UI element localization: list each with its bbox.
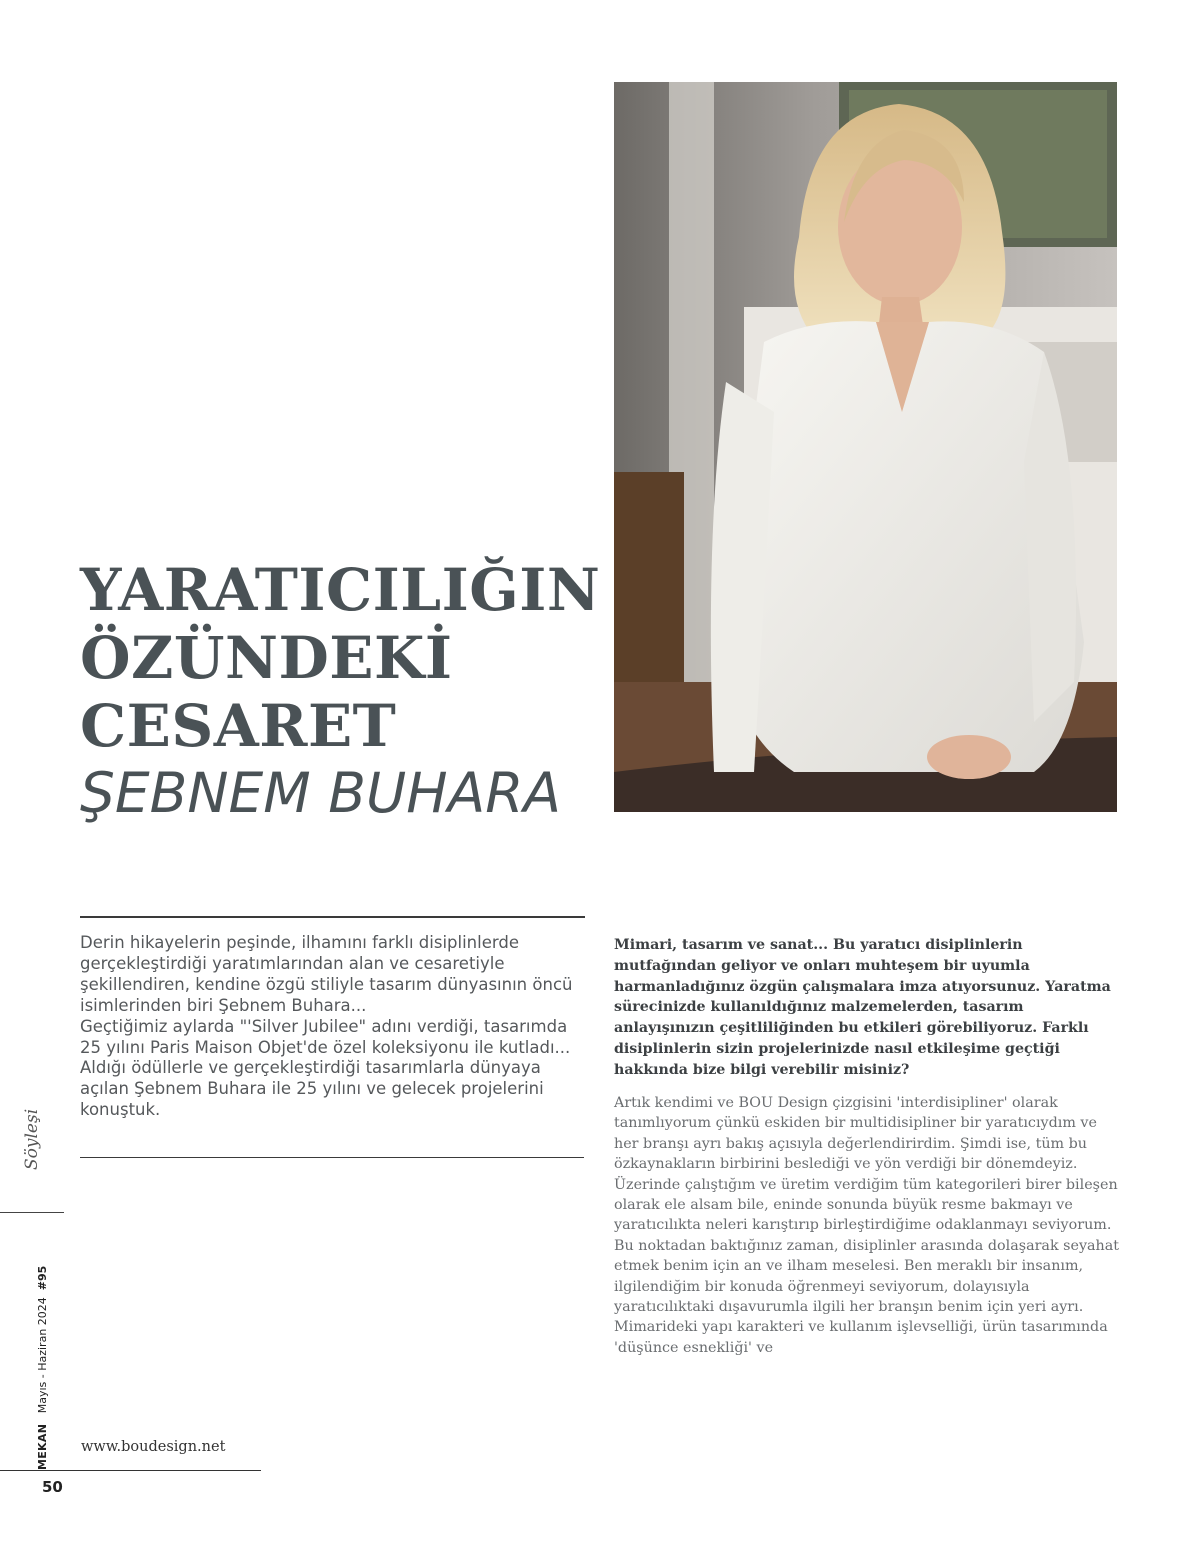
page-number: 50 xyxy=(42,1478,63,1496)
portrait-illustration xyxy=(614,82,1117,812)
intro-block xyxy=(80,933,585,1121)
intro-paragraph-2: Geçtiğimiz aylarda "'Silver Jubilee" adını verdiği, tasarımda 25 yılını Paris Maison Objet'de özel koleksiyonu ile kutladı... Aldığı ödüllerle ve gerçekleştirdiği tasarımlarla dünyaya açılan Şebnem Buhara ile 25 yılını ve gelecek projelerini konuştuk. xyxy=(80,1016,571,1120)
headline-line-2: ÖZÜNDEKİ xyxy=(80,624,453,692)
headline-line-3: CESARET xyxy=(80,692,397,760)
interview-answer: Artık kendimi ve BOU Design çizgisini 'interdisipliner' olarak tanımlıyorum çünkü eskiden bir multidisipliner bir yaratıcıydım ve her branşı ayrı bakış açısıyla değerlendirirdim. Şimdi ise, tüm bu özkaynakların birbirini beslediği ve yön verdiği bir dönemdeyiz. Üzerinde çalıştığım ve üretim verdiğim tüm kategorileri birer bileşen olarak ele alsam bile, eninde sonunda büyük resme bakmayı ve yaratıcılıkta neleri karıştırıp birleştirdiğime odaklanmayı seviyorum. Bu noktadan baktığınız zaman, disiplinler arasında dolaşarak seyahat etmek benim için an ve ilham meselesi. Ben meraklı bir insanım, ilgilendiğim bir konuda öğrenmeyi seviyorum, dolayısıyla yaratıcılıktaki dışavurumla ilgili her branşın benim için yeri ayrı. Mimarideki yapı karakteri ve kullanım işlevselliği, ürün tasarımında 'düşünce esnekliği' ve xyxy=(614,1095,1120,1356)
issue-number: #95 xyxy=(36,1265,49,1291)
article-headline xyxy=(80,556,600,760)
sidebar-rule xyxy=(0,1212,64,1213)
issue-date: Mayıs - Haziran 2024 xyxy=(36,1297,49,1414)
website-link[interactable]: www.boudesign.net xyxy=(81,1439,226,1455)
footer-rule xyxy=(0,1470,261,1471)
headline-line-1: YARATICILIĞIN xyxy=(80,556,601,624)
portrait-photo xyxy=(614,82,1117,812)
section-label: Söyleşi xyxy=(22,1108,42,1170)
issue-info xyxy=(36,1265,52,1470)
intro-bottom-rule xyxy=(80,1157,584,1158)
interviewee-name: ŞEBNEM BUHARA xyxy=(80,761,562,825)
magazine-brand: MEKAN xyxy=(36,1423,49,1470)
intro-paragraph-1: Derin hikayelerin peşinde, ilhamını farklı disiplinlerde gerçekleştirdiği yaratımlarından alan ve cesaretiyle şekillendiren, kendine özgü stiliyle tasarım dünyasının öncü isimlerinden biri Şebnem Buhara... xyxy=(80,933,573,1015)
intro-top-rule xyxy=(80,916,585,918)
interview-question: Mimari, tasarım ve sanat... Bu yaratıcı disiplinlerin mutfağından geliyor ve onları muhteşem bir uyumla harmanladığınız özgün çalışmalara imza atıyorsunuz. Yaratma sürecinizde kullanıldığınız malzemelerden, tasarım anlayışınızın çeşitliliğinden bu etkileri görebiliyoruz. Farklı disiplinlerin sizin projelerinizde nasıl etkileşime geçtiği hakkında bize bilgi verebilir misiniz? xyxy=(614,937,1111,1078)
